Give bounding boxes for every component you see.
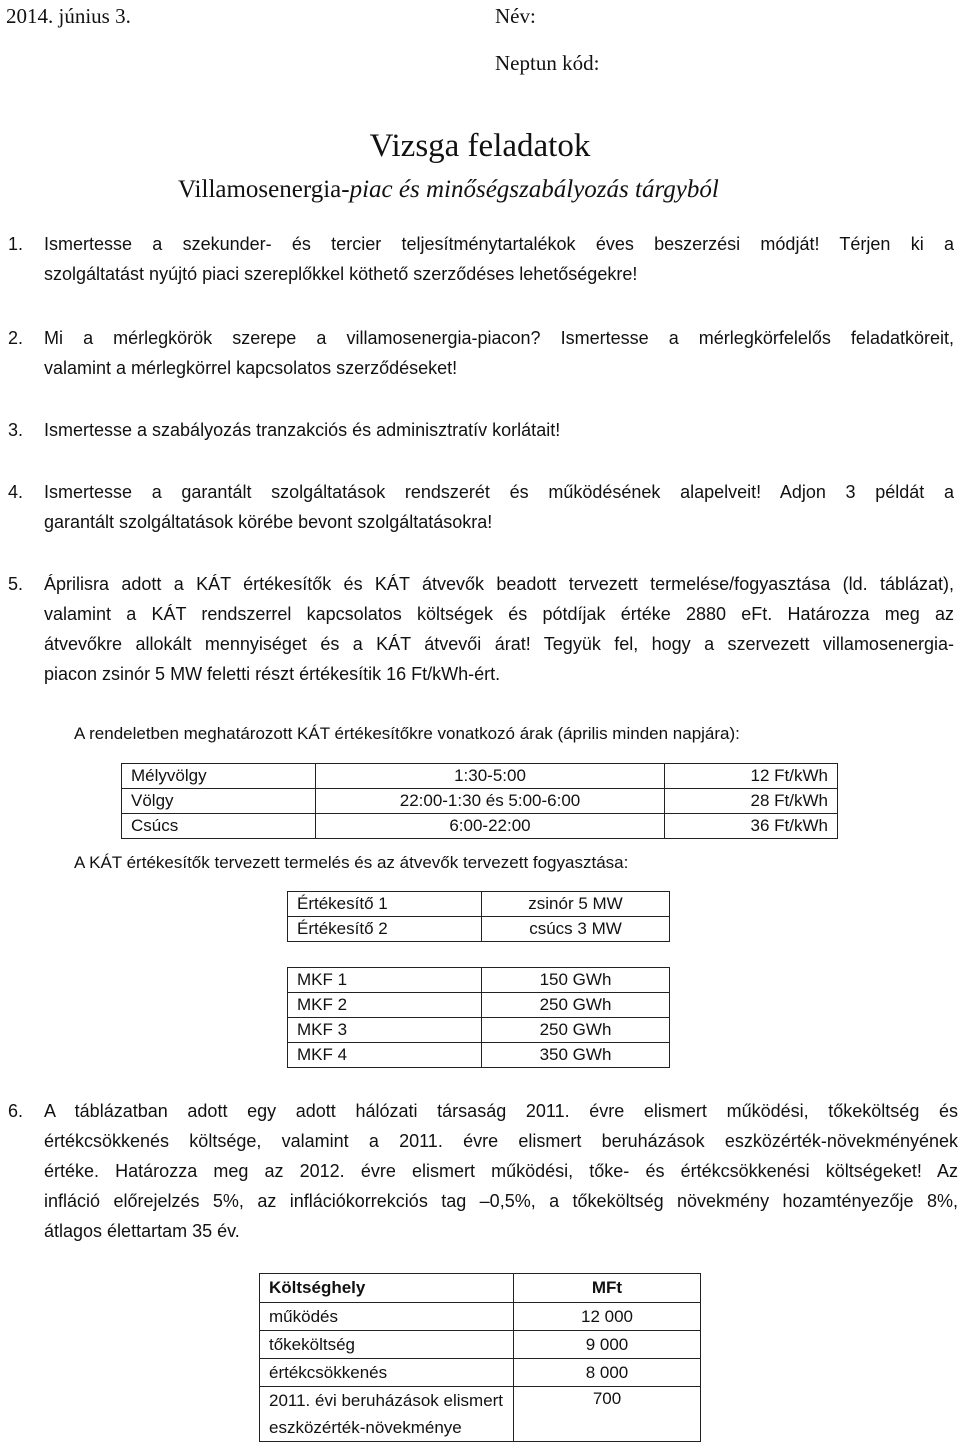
table-cell: csúcs 3 MW <box>482 917 670 942</box>
sellers-table <box>287 891 670 942</box>
table-row <box>288 1043 670 1068</box>
table-row <box>122 764 838 789</box>
table-row <box>288 917 670 942</box>
question-line: Ismertesse a szabályozás tranzakciós és adminisztratív korlátait! <box>44 420 561 440</box>
table-cell: 28 Ft/kWh <box>665 789 838 814</box>
table-cell: 12 000 <box>514 1303 701 1331</box>
question-line: szolgáltatást nyújtó piaci szereplőkkel köthető szerződéses lehetőségekre! <box>44 264 638 284</box>
table-row <box>288 968 670 993</box>
table-header-cell: Költséghely <box>260 1274 514 1303</box>
page-title: Vizsga feladatok <box>369 128 591 164</box>
exam-date: 2014. június 3. <box>6 4 131 28</box>
table-cell: zsinór 5 MW <box>482 892 670 917</box>
table-cell: MKF 3 <box>288 1018 482 1043</box>
question-number: 4. <box>8 482 24 502</box>
table-row <box>122 814 838 839</box>
price-table-intro: A rendeletben meghatározott KÁT értékesítőkre vonatkozó árak (április minden napjára): <box>74 724 740 743</box>
table-header-row <box>260 1274 701 1303</box>
table-cell: 250 GWh <box>482 1018 670 1043</box>
question-line: Ismertesse a garantált szolgáltatások rendszerét és működésének alapelveit! Adjon 3 példát a <box>44 482 954 502</box>
cost-table <box>259 1273 701 1442</box>
question-line: infláció előrejelzés 5%, az inflációkorrekciós tag –0,5%, a tőkeköltség növekmény hozamtényezője 8%, <box>44 1191 958 1211</box>
table-cell: Értékesítő 2 <box>288 917 482 942</box>
table-cell: 6:00-22:00 <box>316 814 665 839</box>
table-cell: 150 GWh <box>482 968 670 993</box>
question-text <box>44 415 954 445</box>
page-subtitle <box>178 176 719 204</box>
table-cell: 22:00-1:30 és 5:00-6:00 <box>316 789 665 814</box>
question-line: Mi a mérlegkörök szerepe a villamosenergia-piacon? Ismertesse a mérlegkörfelelős feladatköreit, <box>44 328 954 348</box>
table-cell: értékcsökkenés <box>260 1359 514 1387</box>
question-4 <box>8 477 958 537</box>
question-1 <box>8 229 958 289</box>
question-number: 6. <box>8 1101 24 1121</box>
name-label: Név: <box>495 4 536 28</box>
table-cell: 250 GWh <box>482 993 670 1018</box>
question-text <box>44 1096 958 1246</box>
question-line: A táblázatban adott egy adott hálózati társaság 2011. évre elismert működési, tőkeköltség és <box>44 1101 958 1121</box>
table-cell: 9 000 <box>514 1331 701 1359</box>
table-cell: MKF 2 <box>288 993 482 1018</box>
question-line: garantált szolgáltatások körébe bevont szolgáltatásokra! <box>44 512 493 532</box>
question-line: értékcsökkenés költsége, valamint a 2011. évre elismert beruházások eszközérték-növekményének <box>44 1131 958 1151</box>
table-cell: 12 Ft/kWh <box>665 764 838 789</box>
table-cell: működés <box>260 1303 514 1331</box>
table-row <box>260 1303 701 1331</box>
price-table <box>121 763 838 839</box>
question-line: értéke. Határozza meg az 2012. évre elismert működési, tőke- és értékcsökkenési költségeket! Az <box>44 1161 958 1181</box>
table-cell: Csúcs <box>122 814 316 839</box>
table-row <box>260 1387 701 1442</box>
question-line: valamint a mérlegkörrel kapcsolatos szerződéseket! <box>44 358 458 378</box>
question-line: valamint a KÁT rendszerrel kapcsolatos költségek és pótdíjak értéke 2880 eFt. Határozza meg az <box>44 604 954 624</box>
question-line: átvevőkre allokált mennyiséget és a KÁT átvevői árat! Tegyük fel, hogy a szervezett villamosenergia- <box>44 634 954 654</box>
question-number: 3. <box>8 420 24 440</box>
question-text <box>44 323 954 383</box>
table-cell: 2011. évi beruházások elismert eszközérték-növekménye <box>260 1387 514 1442</box>
table-cell: 8 000 <box>514 1359 701 1387</box>
table-cell: 350 GWh <box>482 1043 670 1068</box>
question-6 <box>8 1096 958 1246</box>
question-text <box>44 477 954 537</box>
question-2 <box>8 323 958 383</box>
question-line: Ismertesse a szekunder- és tercier teljesítménytartalékok éves beszerzési módját! Térjen ki a <box>44 234 954 254</box>
table-row <box>288 1018 670 1043</box>
table-cell: Mélyvölgy <box>122 764 316 789</box>
table-cell: Értékesítő 1 <box>288 892 482 917</box>
question-line: Áprilisra adott a KÁT értékesítők és KÁT átvevők beadott tervezett termelése/fogyasztása (ld. táblázat), <box>44 574 954 594</box>
plan-table-intro: A KÁT értékesítők tervezett termelés és az átvevők tervezett fogyasztása: <box>74 853 629 872</box>
question-number: 1. <box>8 234 24 254</box>
table-cell: 1:30-5:00 <box>316 764 665 789</box>
table-row <box>288 892 670 917</box>
question-line: piacon zsinór 5 MW feletti részt értékesítik 16 Ft/kWh-ért. <box>44 664 501 684</box>
neptun-code-label: Neptun kód: <box>495 51 600 75</box>
subtitle-part-1: Villamosenergia <box>178 176 342 203</box>
table-header-cell: MFt <box>514 1274 701 1303</box>
question-3 <box>8 415 958 445</box>
question-text <box>44 569 954 689</box>
question-text <box>44 229 954 289</box>
table-cell: Völgy <box>122 789 316 814</box>
table-cell: tőkeköltség <box>260 1331 514 1359</box>
table-cell: MKF 1 <box>288 968 482 993</box>
buyers-table <box>287 967 670 1068</box>
question-number: 2. <box>8 328 24 348</box>
table-row <box>122 789 838 814</box>
subtitle-part-2: -piac és minőségszabályozás tárgyból <box>341 176 719 203</box>
table-row <box>260 1359 701 1387</box>
table-cell: MKF 4 <box>288 1043 482 1068</box>
question-number: 5. <box>8 574 24 594</box>
question-line: átlagos élettartam 35 év. <box>44 1221 240 1241</box>
question-5 <box>8 569 958 689</box>
table-cell: 36 Ft/kWh <box>665 814 838 839</box>
table-row <box>288 993 670 1018</box>
table-cell: 700 <box>514 1387 701 1442</box>
table-row <box>260 1331 701 1359</box>
